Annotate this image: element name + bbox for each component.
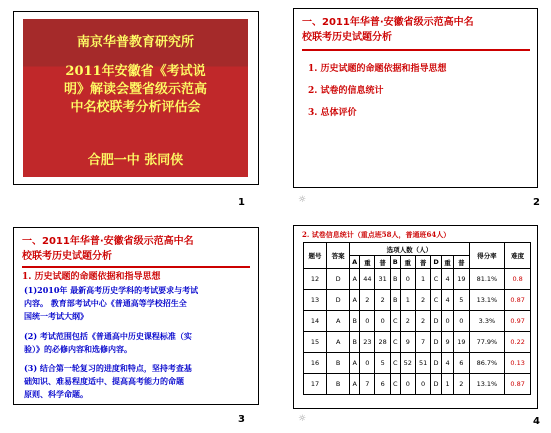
table-cell: B <box>390 269 400 290</box>
table-cell: 19 <box>454 332 469 353</box>
group-header: 选项人数（人） <box>350 243 469 256</box>
slide-2[interactable] <box>293 8 538 188</box>
col-header: 题号 <box>304 243 327 269</box>
slide-4[interactable] <box>293 225 538 409</box>
table-cell: C <box>431 290 442 311</box>
table-cell: 2 <box>415 311 430 332</box>
table-cell: C <box>390 353 400 374</box>
table-cell: 0.13 <box>505 353 531 374</box>
table-cell: 23 <box>360 332 375 353</box>
page-number-2: 2 <box>533 197 540 208</box>
table-cell: A <box>327 332 350 353</box>
stats-caption: 2. 试卷信息统计（重点班58人，普通班64人） <box>302 230 451 239</box>
table-cell: 51 <box>415 353 430 374</box>
table-row <box>304 353 531 374</box>
col-header: 答案 <box>327 243 350 269</box>
col-header: 难度 <box>505 243 531 269</box>
table-cell: 13.1% <box>469 374 505 395</box>
table-cell: 14 <box>304 311 327 332</box>
table-cell: 0 <box>415 374 430 395</box>
title-slide-panel <box>23 19 248 177</box>
col-header: A <box>350 256 360 269</box>
table-cell: 0.87 <box>505 290 531 311</box>
table-cell: 31 <box>375 269 390 290</box>
table-cell: 16 <box>304 353 327 374</box>
table-cell: 86.7% <box>469 353 505 374</box>
slide-2-title: 一、2011年华普·安徽省级示范高中名 校联考历史试题分析 <box>302 17 474 43</box>
table-row <box>304 311 531 332</box>
table-cell: D <box>431 353 442 374</box>
institute-title: 南京华普教育研究所 <box>76 35 194 50</box>
table-cell: A <box>350 374 360 395</box>
page-number-3: 3 <box>238 414 245 425</box>
table-cell: C <box>390 332 400 353</box>
table-row <box>304 332 531 353</box>
table-cell: 15 <box>304 332 327 353</box>
col-header: 普 <box>415 256 430 269</box>
table-cell: 1 <box>415 269 430 290</box>
list-item: 1. 历史试题的命题依据和指导思想 <box>308 64 447 74</box>
table-cell: 12 <box>304 269 327 290</box>
meeting-title: 2011年安徽省《考试说 明》解读会暨省级示范高 中名校联考分析评估会 <box>63 64 207 115</box>
table-cell: 0.87 <box>505 374 531 395</box>
col-header: 普 <box>454 256 469 269</box>
table-cell: 0.97 <box>505 311 531 332</box>
table-cell: 4 <box>441 353 453 374</box>
table-cell: 77.9% <box>469 332 505 353</box>
author-line: 合肥一中 张同侠 <box>87 153 184 168</box>
table-cell: 81.1% <box>469 269 505 290</box>
table-cell: 19 <box>454 269 469 290</box>
title-divider <box>302 49 530 51</box>
table-cell: 6 <box>454 353 469 374</box>
col-header: 普 <box>375 256 390 269</box>
table-cell: 13 <box>304 290 327 311</box>
table-cell: 17 <box>304 374 327 395</box>
table-body <box>304 269 531 395</box>
list-item: 2. 试卷的信息统计 <box>308 86 384 96</box>
table-cell: B <box>327 374 350 395</box>
table-cell: 4 <box>441 290 453 311</box>
table-row <box>304 269 531 290</box>
table-cell: 1 <box>441 374 453 395</box>
table-cell: 0 <box>441 311 453 332</box>
table-cell: 0 <box>454 311 469 332</box>
table-cell: 9 <box>400 332 415 353</box>
table-cell: 5 <box>375 353 390 374</box>
table-cell: 28 <box>375 332 390 353</box>
table-cell: 2 <box>400 311 415 332</box>
table-cell: 6 <box>375 374 390 395</box>
table-cell: 2 <box>360 290 375 311</box>
table-cell: 0 <box>360 353 375 374</box>
table-cell: C <box>390 311 400 332</box>
table-cell: D <box>327 269 350 290</box>
page-number-4: 4 <box>533 416 540 427</box>
table-cell: 2 <box>454 374 469 395</box>
table-cell: 3.3% <box>469 311 505 332</box>
table-cell: 7 <box>360 374 375 395</box>
table-cell: C <box>390 374 400 395</box>
col-header: 重 <box>360 256 375 269</box>
sun-icon: ☼ <box>298 414 307 424</box>
col-header: 得分率 <box>469 243 505 269</box>
table-cell: A <box>350 353 360 374</box>
table-cell: 52 <box>400 353 415 374</box>
table-cell: B <box>350 311 360 332</box>
table-cell: A <box>327 311 350 332</box>
table-cell: B <box>327 353 350 374</box>
section-heading: 1. 历史试题的命题依据和指导思想 <box>22 272 161 282</box>
list-item: 3. 总体评价 <box>308 108 357 118</box>
table-cell: 0.22 <box>505 332 531 353</box>
table-cell: D <box>431 374 442 395</box>
table-cell: 13.1% <box>469 290 505 311</box>
table-cell: 5 <box>454 290 469 311</box>
note-3: (3) 结合第一轮复习的进度和特点，坚持考查基 础知识、难易程度适中、提高高考能力的命题 原则、科学命题。 <box>24 363 192 399</box>
table-cell: A <box>350 290 360 311</box>
col-header: 重 <box>400 256 415 269</box>
table-cell: B <box>390 290 400 311</box>
table-cell: 0 <box>400 374 415 395</box>
slide-1[interactable] <box>13 11 259 185</box>
table-cell: 7 <box>415 332 430 353</box>
table-row <box>304 374 531 395</box>
table-row <box>304 290 531 311</box>
col-header: 重 <box>441 256 453 269</box>
table-cell: 1 <box>400 290 415 311</box>
table-cell: 4 <box>441 269 453 290</box>
table-cell: A <box>350 269 360 290</box>
table-cell: 0 <box>375 311 390 332</box>
page-number-1: 1 <box>238 197 245 208</box>
table-cell: D <box>431 311 442 332</box>
note-2: (2) 考试范围包括《普通高中历史课程标准（实 验）》的必修内容和选修内容。 <box>24 331 192 354</box>
table-cell: 2 <box>415 290 430 311</box>
col-header: B <box>390 256 400 269</box>
table-cell: 0 <box>360 311 375 332</box>
slide-3[interactable] <box>13 227 259 405</box>
table-cell: C <box>431 269 442 290</box>
table-cell: D <box>327 290 350 311</box>
table-cell: D <box>431 332 442 353</box>
table-cell: 9 <box>441 332 453 353</box>
table-cell: 0.8 <box>505 269 531 290</box>
note-1: (1)2010年 最新高考历史学科的考试要求与考试 内容。 教育部考试中心《普通高等学校招生全 国统一考试大纲》 <box>24 285 199 321</box>
col-header: D <box>431 256 442 269</box>
stats-table <box>303 242 531 395</box>
table-cell: 0 <box>400 269 415 290</box>
table-cell: 2 <box>375 290 390 311</box>
title-divider <box>22 266 250 268</box>
table-cell: B <box>350 332 360 353</box>
table-cell: 44 <box>360 269 375 290</box>
sun-icon: ☼ <box>298 195 307 205</box>
slide-3-title: 一、2011年华普·安徽省级示范高中名 校联考历史试题分析 <box>22 236 194 262</box>
